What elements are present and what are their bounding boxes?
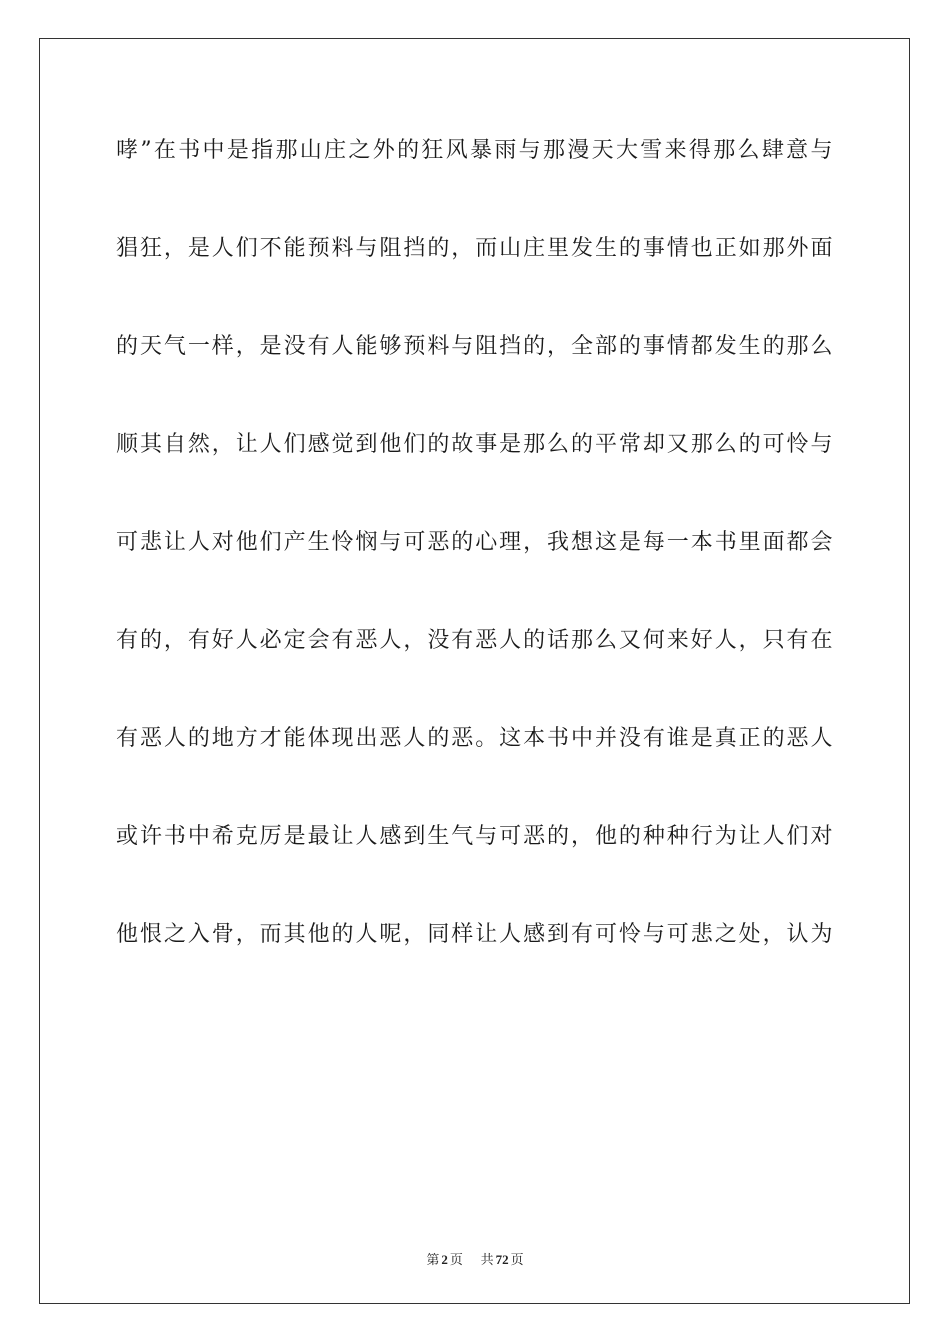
total-pages-indicator bbox=[479, 1252, 526, 1267]
page-suffix: 页 bbox=[449, 1252, 463, 1267]
total-suffix: 页 bbox=[510, 1252, 524, 1267]
text-line: 他恨之入骨，而其他的人呢，同样让人感到有可怜与可悲之处，认为 bbox=[116, 922, 834, 947]
page-footer bbox=[0, 1249, 950, 1268]
page-indicator bbox=[424, 1252, 465, 1267]
text-line: 顺其自然，让人们感觉到他们的故事是那么的平常却又那么的可怜与 bbox=[116, 432, 834, 457]
text-line: 有恶人的地方才能体现出恶人的恶。这本书中并没有谁是真正的恶人 bbox=[116, 726, 834, 751]
total-prefix: 共 bbox=[480, 1252, 494, 1267]
text-line: 或许书中希克厉是最让人感到生气与可恶的，他的种种行为让人们对 bbox=[116, 824, 834, 849]
text-line: 有的，有好人必定会有恶人，没有恶人的话那么又何来好人，只有在 bbox=[116, 628, 834, 653]
page-prefix: 第 bbox=[426, 1252, 440, 1267]
body-text bbox=[116, 130, 834, 1012]
text-line: 的天气一样，是没有人能够预料与阻挡的，全部的事情都发生的那么 bbox=[116, 334, 834, 359]
text-line: 哮”在书中是指那山庄之外的狂风暴雨与那漫天大雪来得那么肆意与 bbox=[116, 138, 834, 163]
text-line: 可悲让人对他们产生怜悯与可恶的心理，我想这是每一本书里面都会 bbox=[116, 530, 834, 555]
text-line: 猖狂，是人们不能预料与阻挡的，而山庄里发生的事情也正如那外面 bbox=[116, 236, 834, 261]
page-number: 2 bbox=[441, 1252, 448, 1267]
total-pages: 72 bbox=[495, 1252, 509, 1267]
